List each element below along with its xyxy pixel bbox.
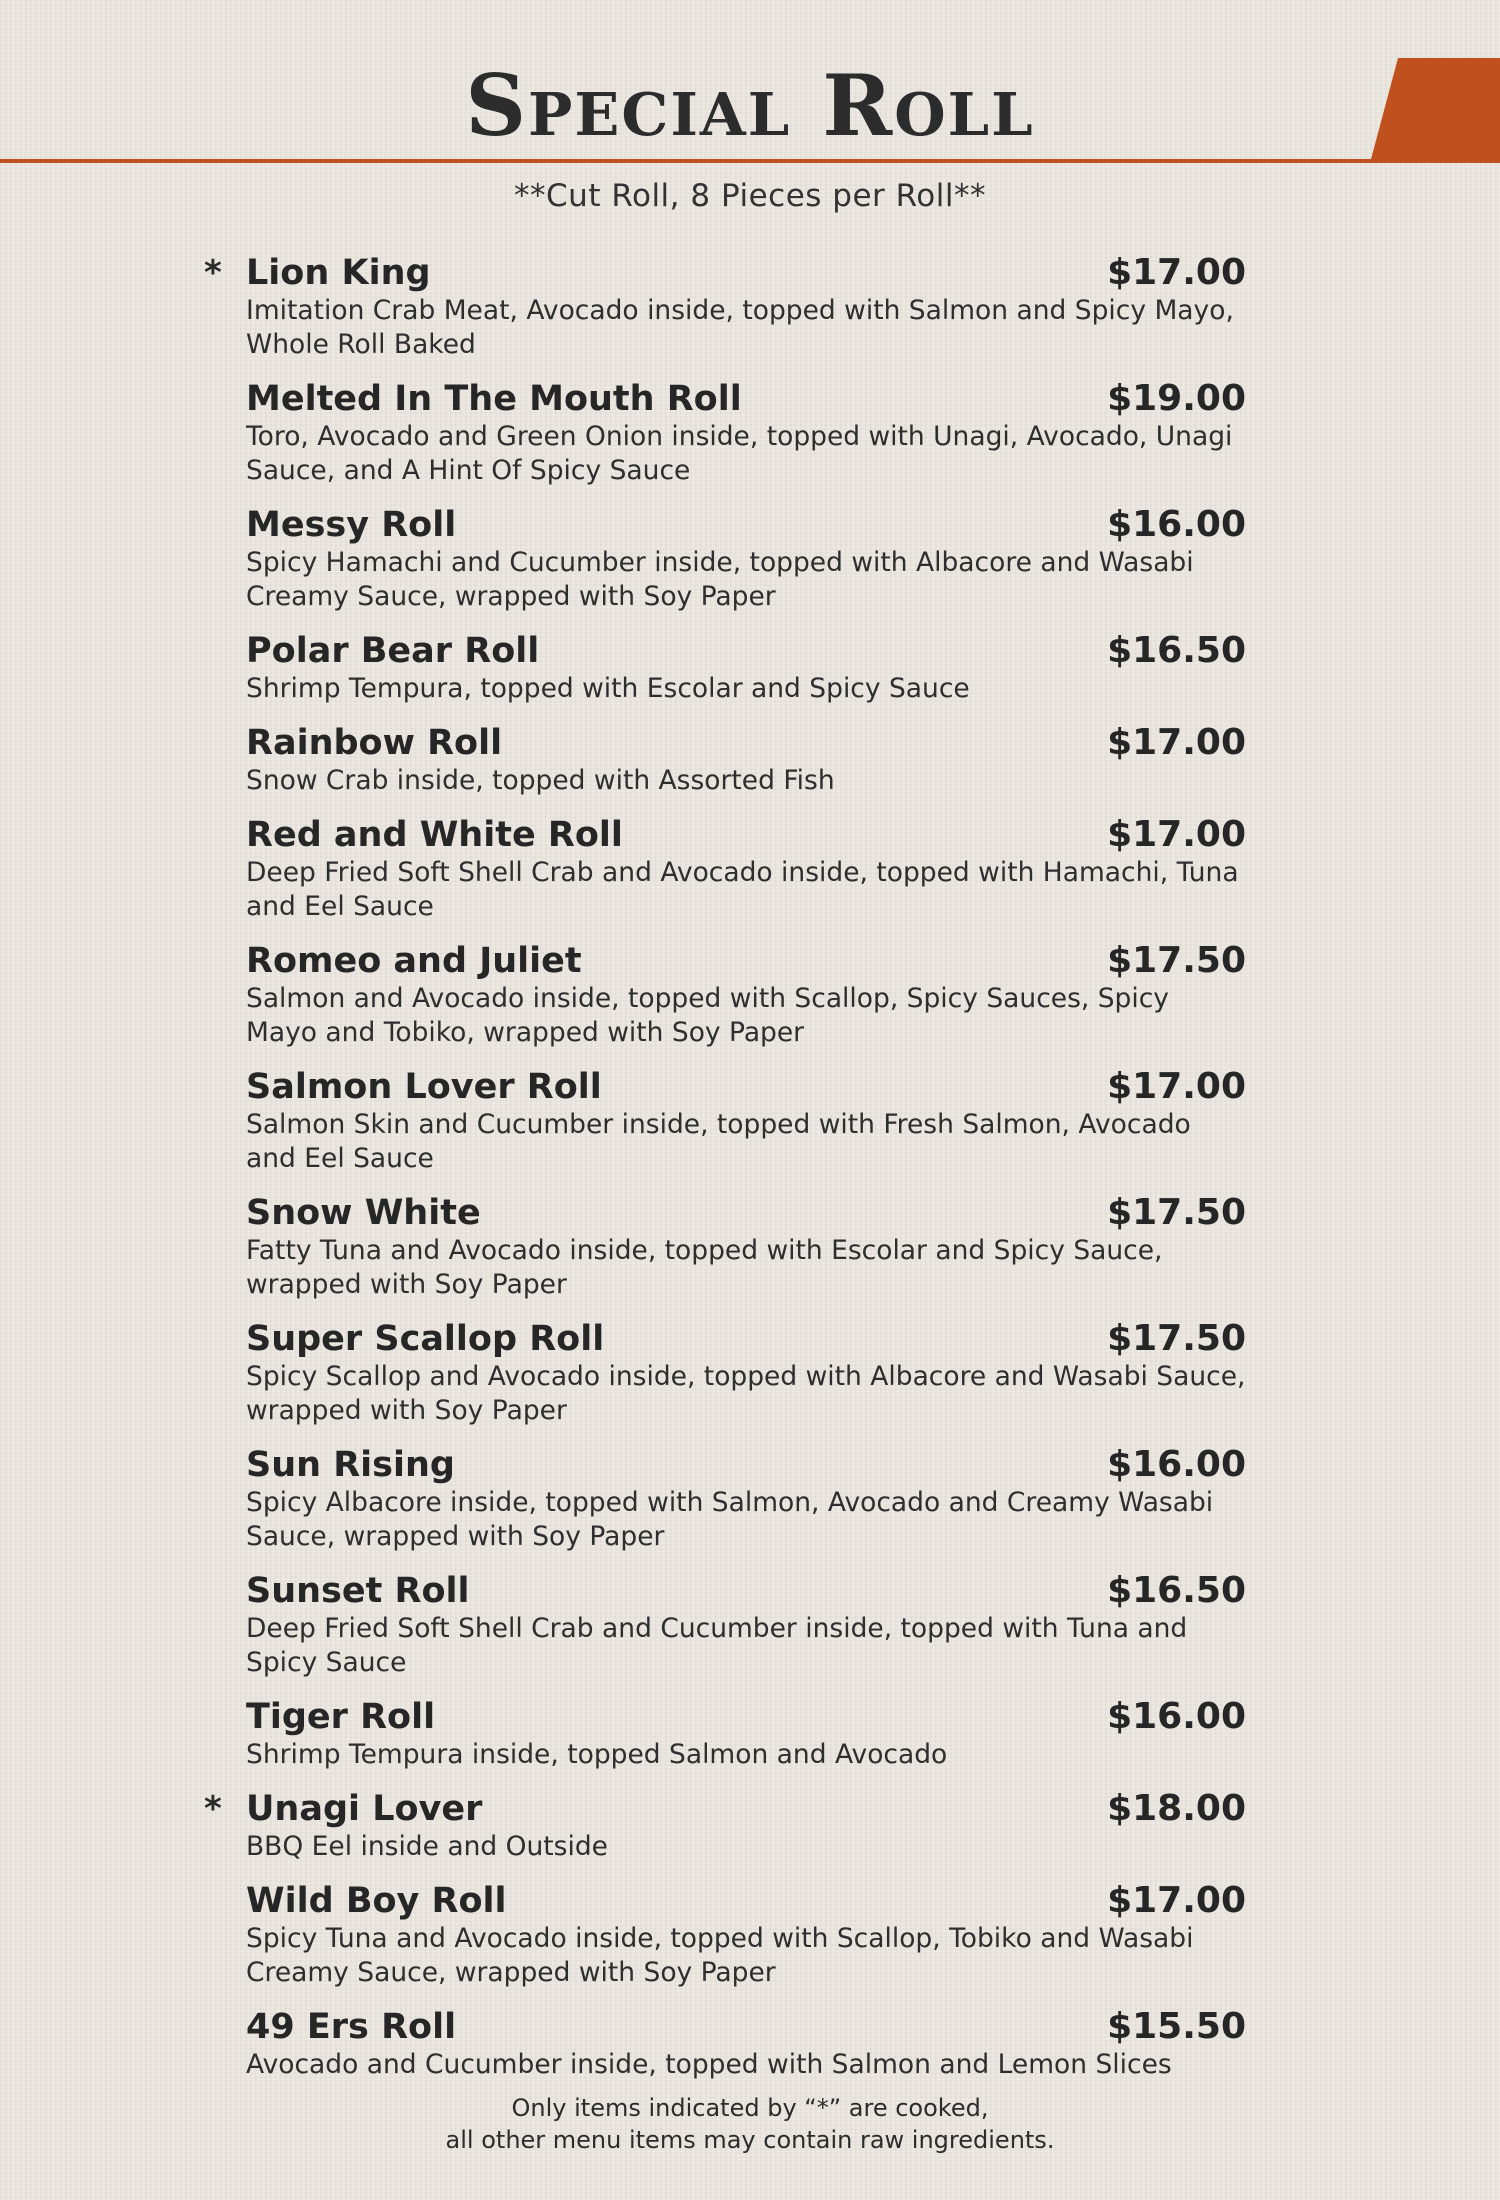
page-title: Special Roll: [465, 56, 1035, 155]
menu-item-name: Unagi Lover: [246, 1789, 483, 1829]
footer-note: [0, 2092, 1500, 2156]
cooked-star-icon: *: [204, 253, 222, 293]
menu-item-name: Sunset Roll: [246, 1571, 470, 1611]
menu-item: [246, 1444, 1246, 1554]
menu-item-description: Spicy Scallop and Avocado inside, topped with Albacore and Wasabi Sauce, wrapped with Soy Paper: [246, 1361, 1246, 1426]
menu-item-price: $17.00: [1107, 1066, 1246, 1107]
menu-item-description: Deep Fried Soft Shell Crab and Avocado inside, topped with Hamachi, Tuna and Eel Sauce: [246, 857, 1239, 922]
menu-item-name: Wild Boy Roll: [246, 1881, 507, 1921]
menu-item: [246, 1318, 1246, 1428]
menu-item: [246, 630, 1246, 706]
menu-item-header: [246, 630, 1246, 672]
menu-item-header: [246, 814, 1246, 856]
menu-item-description: Toro, Avocado and Green Onion inside, topped with Unagi, Avocado, Unagi Sauce, and A Hint Of Spicy Sauce: [246, 421, 1233, 486]
menu-item-header: [246, 1880, 1246, 1922]
menu-item-price: $17.00: [1107, 814, 1246, 855]
menu-item-name: Salmon Lover Roll: [246, 1067, 602, 1107]
menu-item-description: Avocado and Cucumber inside, topped with Salmon and Lemon Slices: [246, 2049, 1172, 2080]
menu-item-price: $18.00: [1107, 1788, 1246, 1829]
menu-item-header: [246, 378, 1246, 420]
menu-item-description: Snow Crab inside, topped with Assorted Fish: [246, 765, 835, 796]
page-subtitle: **Cut Roll, 8 Pieces per Roll**: [514, 178, 986, 214]
menu-item-description: Fatty Tuna and Avocado inside, topped with Escolar and Spicy Sauce, wrapped with Soy Paper: [246, 1235, 1163, 1300]
menu-item-price: $16.50: [1107, 1570, 1246, 1611]
menu-item-name: Lion King: [246, 253, 431, 293]
menu-item-header: [246, 252, 1246, 294]
menu-item-name: Polar Bear Roll: [246, 631, 540, 671]
menu-item-name: Red and White Roll: [246, 815, 623, 855]
menu-item: [204, 1788, 1246, 1864]
menu-item-price: $17.50: [1107, 940, 1246, 981]
menu-item-header: [246, 1570, 1246, 1612]
menu-item-header: [246, 1788, 1246, 1830]
menu-item: [204, 252, 1246, 362]
menu-item-header: [246, 1696, 1246, 1738]
menu-item: [246, 2006, 1246, 2082]
menu-item-header: [246, 1066, 1246, 1108]
menu-item-price: $17.50: [1107, 1192, 1246, 1233]
menu-item-header: [246, 2006, 1246, 2048]
header-accent-bar: [0, 159, 1500, 163]
menu-item-header: [246, 940, 1246, 982]
menu-list: [204, 252, 1246, 2098]
menu-item-description: Deep Fried Soft Shell Crab and Cucumber inside, topped with Tuna and Spicy Sauce: [246, 1613, 1188, 1678]
menu-item-description: BBQ Eel inside and Outside: [246, 1831, 608, 1862]
menu-item-description: Salmon Skin and Cucumber inside, topped with Fresh Salmon, Avocado and Eel Sauce: [246, 1109, 1191, 1174]
menu-item-name: Romeo and Juliet: [246, 941, 582, 981]
menu-item: [246, 1570, 1246, 1680]
menu-item-name: Super Scallop Roll: [246, 1319, 605, 1359]
menu-item-price: $17.50: [1107, 1318, 1246, 1359]
menu-item-header: [246, 1192, 1246, 1234]
menu-item-price: $16.00: [1107, 504, 1246, 545]
menu-item-description: Shrimp Tempura inside, topped Salmon and Avocado: [246, 1739, 948, 1770]
menu-item-name: 49 Ers Roll: [246, 2007, 457, 2047]
menu-item-name: Messy Roll: [246, 505, 457, 545]
menu-item: [246, 940, 1246, 1050]
footer-line-2: all other menu items may contain raw ingredients.: [445, 2126, 1055, 2154]
menu-item-price: $15.50: [1107, 2006, 1246, 2047]
menu-item: [246, 378, 1246, 488]
menu-item-name: Tiger Roll: [246, 1697, 436, 1737]
menu-item-header: [246, 722, 1246, 764]
menu-item-description: Spicy Tuna and Avocado inside, topped with Scallop, Tobiko and Wasabi Creamy Sauce, wrapped with Soy Paper: [246, 1923, 1194, 1988]
menu-item-price: $16.00: [1107, 1444, 1246, 1485]
cooked-star-icon: *: [204, 1789, 222, 1829]
menu-item-header: [246, 1318, 1246, 1360]
menu-item-price: $17.00: [1107, 1880, 1246, 1921]
menu-item: [246, 1696, 1246, 1772]
menu-item-price: $17.00: [1107, 252, 1246, 293]
menu-item-header: [246, 1444, 1246, 1486]
menu-item-name: Rainbow Roll: [246, 723, 503, 763]
menu-item-name: Snow White: [246, 1193, 481, 1233]
menu-item-description: Imitation Crab Meat, Avocado inside, topped with Salmon and Spicy Mayo, Whole Roll Baked: [246, 295, 1234, 360]
menu-item-price: $19.00: [1107, 378, 1246, 419]
menu-item-price: $16.00: [1107, 1696, 1246, 1737]
menu-item-header: [246, 504, 1246, 546]
menu-item-name: Melted In The Mouth Roll: [246, 379, 742, 419]
footer-line-1: Only items indicated by “*” are cooked,: [511, 2094, 989, 2122]
menu-item-description: Shrimp Tempura, topped with Escolar and Spicy Sauce: [246, 673, 970, 704]
menu-item: [246, 722, 1246, 798]
menu-item-description: Spicy Hamachi and Cucumber inside, topped with Albacore and Wasabi Creamy Sauce, wrapped with Soy Paper: [246, 547, 1194, 612]
menu-item: [246, 1192, 1246, 1302]
menu-item: [246, 814, 1246, 924]
menu-item: [246, 1880, 1246, 1990]
menu-item-description: Spicy Albacore inside, topped with Salmon, Avocado and Creamy Wasabi Sauce, wrapped with Soy Paper: [246, 1487, 1214, 1552]
menu-item-price: $16.50: [1107, 630, 1246, 671]
menu-item-name: Sun Rising: [246, 1445, 455, 1485]
menu-item: [246, 504, 1246, 614]
menu-item-price: $17.00: [1107, 722, 1246, 763]
menu-item: [246, 1066, 1246, 1176]
menu-item-description: Salmon and Avocado inside, topped with Scallop, Spicy Sauces, Spicy Mayo and Tobiko, wrapped with Soy Paper: [246, 983, 1169, 1048]
